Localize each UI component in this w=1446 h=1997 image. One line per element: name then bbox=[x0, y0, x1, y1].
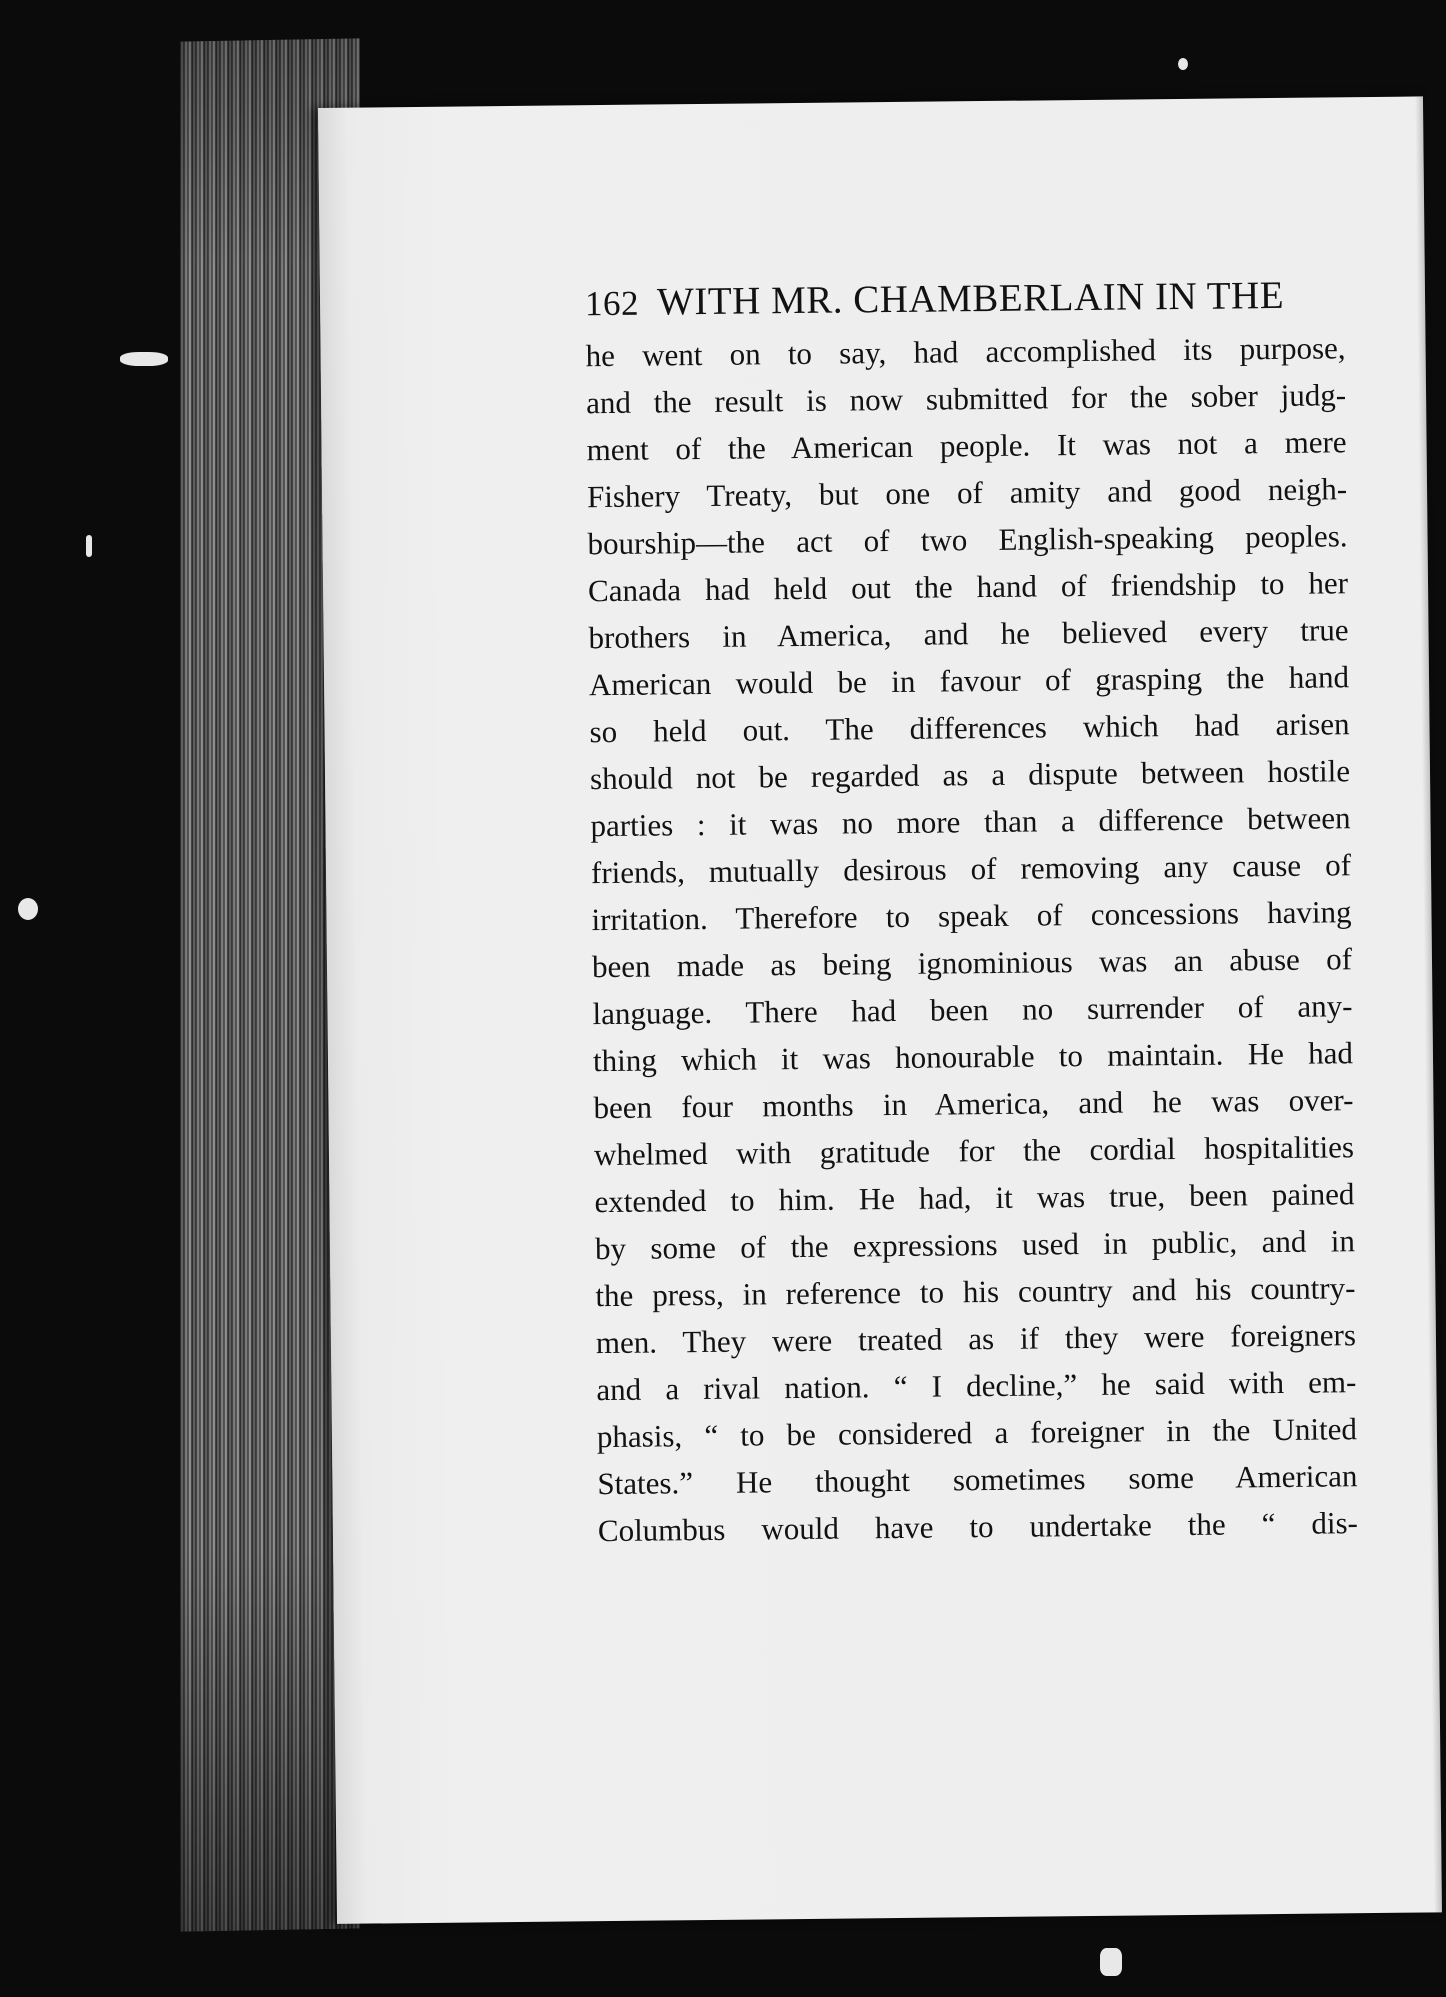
text-line: whelmed with gratitude for the cordial hospitalities bbox=[593, 1129, 1355, 1173]
text-line: been four months in America, and he was over- bbox=[593, 1082, 1354, 1126]
text-line: should not be regarded as a dispute between hostile bbox=[589, 753, 1351, 797]
text-line: and a rival nation. “ I decline,” he said with em- bbox=[596, 1364, 1357, 1408]
text-line: so held out. The differences which had arisen bbox=[589, 706, 1350, 750]
text-line: he went on to say, had accomplished its purpose, bbox=[585, 330, 1346, 374]
running-head bbox=[585, 275, 1345, 322]
text-line: been made as being ignominious was an abuse of bbox=[591, 941, 1353, 985]
page-paper bbox=[318, 96, 1442, 1923]
text-line: the press, in reference to his country and his country- bbox=[595, 1270, 1356, 1314]
text-line: by some of the expressions used in public, and in bbox=[594, 1223, 1356, 1267]
text-line: Fishery Treaty, but one of amity and good neigh- bbox=[586, 471, 1348, 515]
scan-speck bbox=[86, 535, 92, 557]
text-line: men. They were treated as if they were foreigners bbox=[595, 1317, 1357, 1361]
page-edge-shadow bbox=[1415, 96, 1442, 1912]
body-text bbox=[585, 324, 1358, 1554]
text-line: Columbus would have to undertake the “ dis- bbox=[597, 1505, 1359, 1549]
scan-speck bbox=[1178, 58, 1188, 70]
text-line: language. There had been no surrender of any- bbox=[592, 988, 1353, 1032]
text-line: phasis, “ to be considered a foreigner in the United bbox=[596, 1411, 1358, 1455]
text-line: States.” He thought sometimes some American bbox=[597, 1458, 1358, 1502]
text-line: American would be in favour of grasping the hand bbox=[588, 659, 1350, 703]
text-line: bourship—the act of two English-speaking peoples. bbox=[587, 518, 1348, 562]
text-line: extended to him. He had, it was true, been pained bbox=[594, 1176, 1355, 1220]
text-block bbox=[585, 275, 1358, 1554]
text-line: friends, mutually desirous of removing any cause of bbox=[590, 847, 1352, 891]
text-line: and the result is now submitted for the sober judg- bbox=[585, 377, 1347, 421]
text-line: Canada had held out the hand of friendship to her bbox=[587, 565, 1349, 609]
scan-speck bbox=[1100, 1948, 1122, 1976]
running-title: WITH MR. CHAMBERLAIN IN THE bbox=[656, 273, 1285, 324]
page-number: 162 bbox=[584, 283, 640, 324]
text-line: thing which it was honourable to maintain. He had bbox=[592, 1035, 1354, 1079]
scan-speck bbox=[18, 898, 38, 920]
text-line: parties : it was no more than a difference between bbox=[590, 800, 1351, 844]
text-line: ment of the American people. It was not a mere bbox=[586, 424, 1347, 468]
text-line: irritation. Therefore to speak of concessions having bbox=[591, 894, 1352, 938]
scan-speck bbox=[120, 352, 168, 366]
text-line: brothers in America, and he believed every true bbox=[588, 612, 1349, 656]
